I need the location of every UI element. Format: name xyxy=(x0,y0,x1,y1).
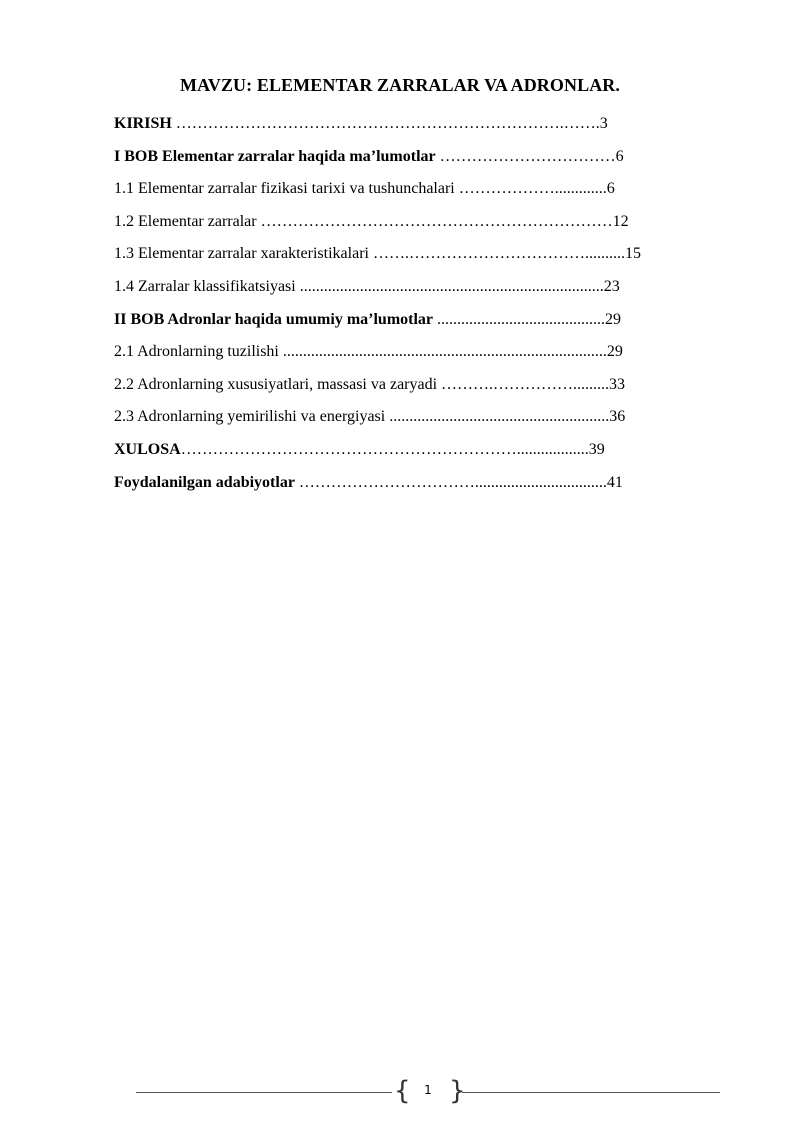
table-of-contents xyxy=(114,108,720,499)
toc-page-number: 36 xyxy=(609,408,626,426)
toc-entry-section-1-1 xyxy=(114,173,720,206)
toc-page-number: 29 xyxy=(606,343,623,361)
toc-leader-dots: ………………………………………………………… xyxy=(256,212,613,230)
toc-page-number: 3 xyxy=(599,115,608,132)
toc-entry-label: II BOB Adronlar haqida umumiy ma’lumotlar xyxy=(114,310,434,328)
toc-entry-label: KIRISH xyxy=(114,115,172,132)
toc-entry-label: 2.2 Adronlarning xususiyatlari, massasi va zaryadi xyxy=(114,375,438,393)
toc-page-number: 6 xyxy=(606,180,615,198)
toc-entry-section-2-3 xyxy=(114,401,720,434)
toc-page-number: 29 xyxy=(605,310,622,328)
toc-leader-dots: ……………………………………………………………….……. xyxy=(171,115,600,132)
toc-page-number: 15 xyxy=(624,245,641,263)
toc-leader-dots: ............................................................................ xyxy=(295,277,604,295)
toc-entry-label: 1.2 Elementar zarralar xyxy=(114,212,257,230)
toc-entry-label: 1.4 Zarralar klassifikatsiyasi xyxy=(114,277,296,295)
toc-page-number: 33 xyxy=(609,375,626,393)
footer-right-brace: } xyxy=(449,1076,466,1106)
footer-left-brace: { xyxy=(394,1076,411,1106)
toc-page-number: 23 xyxy=(603,277,620,295)
toc-page-number: 6 xyxy=(615,147,624,165)
page-number: 1 xyxy=(424,1083,432,1097)
toc-entry-references xyxy=(114,467,720,500)
toc-leader-dots: ....................................................... xyxy=(385,408,610,426)
toc-leader-dots: …….…………………………….......... xyxy=(368,245,625,263)
footer-rule-right xyxy=(462,1092,720,1093)
toc-leader-dots: ………………............. xyxy=(454,180,607,198)
toc-entry-chapter-1 xyxy=(114,141,720,174)
toc-entry-label: I BOB Elementar zarralar haqida ma’lumotlar xyxy=(114,147,436,165)
page-footer xyxy=(0,1072,800,1112)
toc-entry-section-2-2 xyxy=(114,369,720,402)
toc-page-number: 39 xyxy=(588,440,605,458)
toc-entry-label: 1.3 Elementar zarralar xarakteristikalari xyxy=(114,245,369,263)
toc-entry-section-2-1 xyxy=(114,336,720,369)
toc-entry-xulosa xyxy=(114,434,720,467)
toc-entry-label: 1.1 Elementar zarralar fizikasi tarixi va tushunchalari xyxy=(114,180,455,198)
footer-rule-left xyxy=(136,1092,392,1093)
toc-entry-label: Foydalanilgan adabiyotlar xyxy=(114,473,295,491)
toc-entry-label: XULOSA xyxy=(114,440,181,458)
toc-entry-label: 2.1 Adronlarning tuzilishi xyxy=(114,343,279,361)
toc-leader-dots: …………………………… xyxy=(435,147,616,165)
toc-entry-kirish xyxy=(114,108,720,141)
toc-page-number: 41 xyxy=(606,473,623,491)
toc-entry-section-1-3 xyxy=(114,238,720,271)
toc-leader-dots: .......................................... xyxy=(433,310,606,328)
toc-leader-dots: ……….……………......... xyxy=(437,375,610,393)
toc-entry-section-1-2 xyxy=(114,206,720,239)
toc-entry-section-1-4 xyxy=(114,271,720,304)
toc-entry-label: 2.3 Adronlarning yemirilishi va energiyasi xyxy=(114,408,386,426)
document-title: MAVZU: ELEMENTAR ZARRALAR VA ADRONLAR. xyxy=(179,75,621,95)
toc-entry-chapter-2 xyxy=(114,304,720,337)
toc-leader-dots: ……………………………………………………….................. xyxy=(180,440,589,458)
toc-leader-dots: ................................................................................. xyxy=(278,343,607,361)
toc-leader-dots: ……………………………................................. xyxy=(294,473,607,491)
toc-page-number: 12 xyxy=(612,212,629,230)
